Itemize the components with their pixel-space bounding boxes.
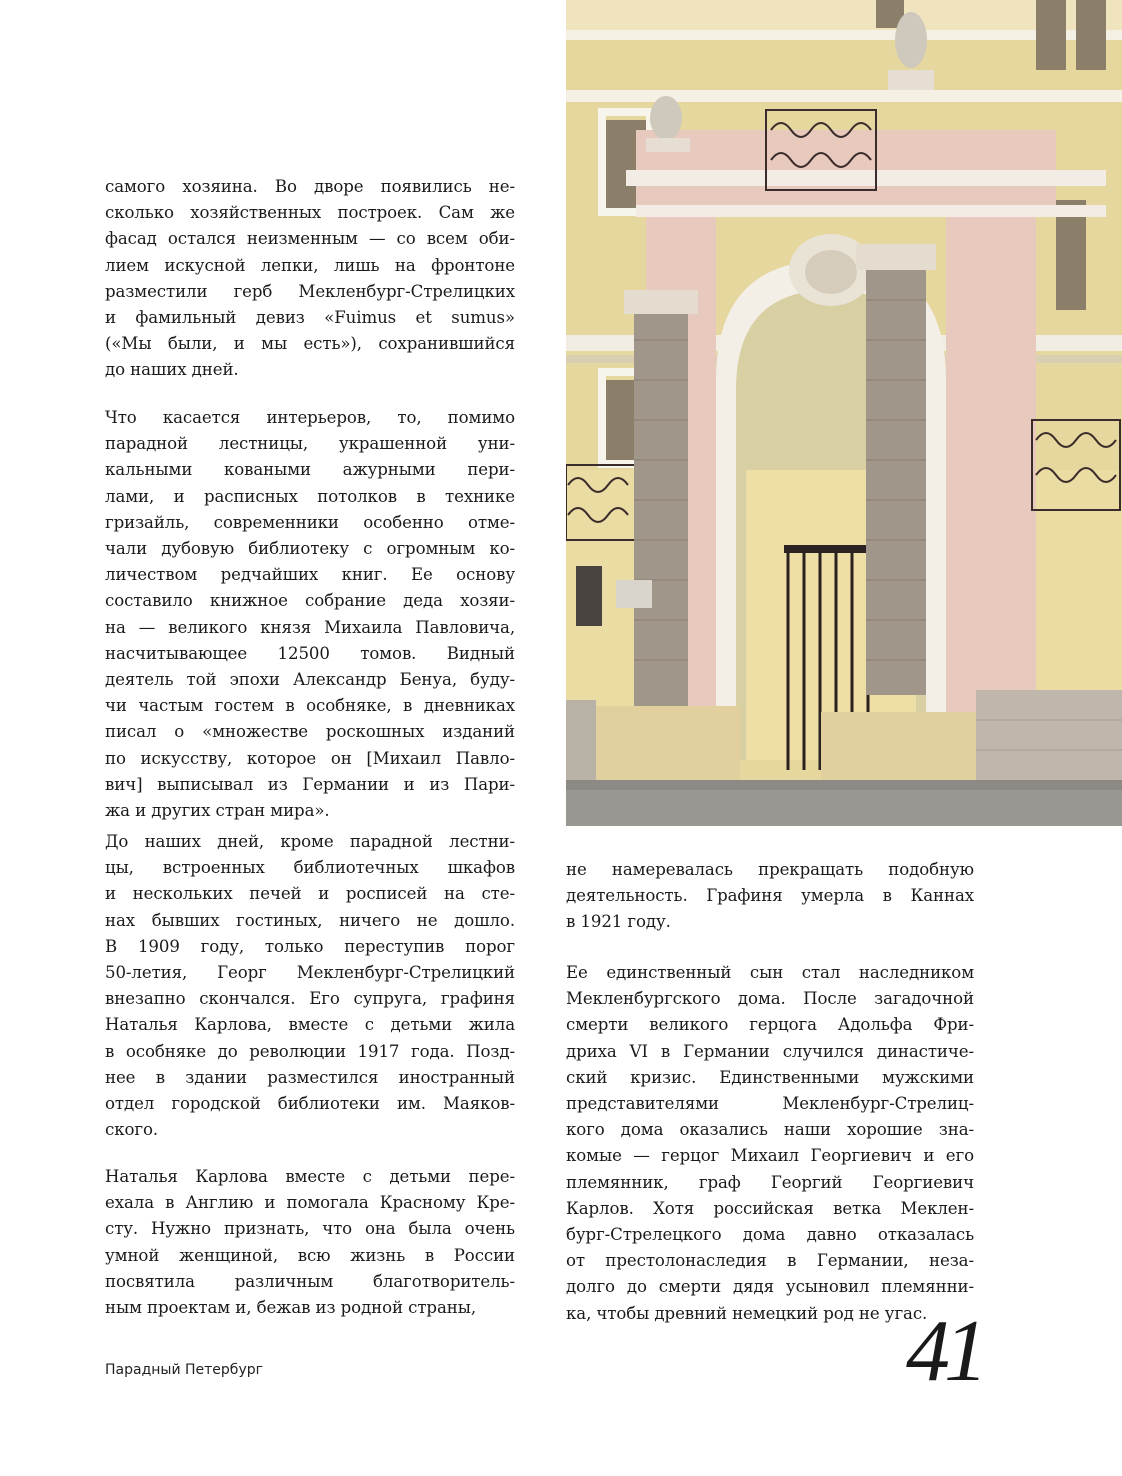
page-number: 41 [906,1303,982,1400]
paragraph-left-4 [105,1164,515,1321]
text-line: личеством редчайших книг. Ее основу [105,565,515,585]
text-line: гризайль, современники особенно отме- [105,512,515,532]
text-line: кальными коваными ажурными пери- [105,460,515,480]
text-line: комые — герцог Михаил Георгиевич и его [566,1146,974,1166]
text-line: ского. [105,1120,159,1140]
text-line: Мекленбургского дома. После загадочной [566,989,974,1009]
text-line: разместили герб Мекленбург-Стрелицких [105,281,515,301]
footer-magazine-title: Парадный Петербург [105,1362,263,1378]
text-line: посвятила различным благотворитель- [105,1271,515,1291]
text-line: лием искусной лепки, лишь на фронтоне [105,255,515,275]
text-line: Наталья Карлова вместе с детьми пере- [105,1167,515,1186]
text-line: нее в здании разместился иностранный [105,1067,515,1087]
text-line: цы, встроенных библиотечных шкафов [105,858,515,878]
text-line: умной женщиной, всю жизнь в России [105,1245,515,1265]
text-line: ехала в Англию и помогала Красному Кре- [105,1193,515,1213]
text-line: В 1909 году, только переступив порог [105,936,515,956]
text-line: фасад остался неизменным — со всем оби- [105,229,515,249]
text-line: в 1921 году. [566,912,671,932]
text-line: До наших дней, кроме парадной лестни- [105,832,515,851]
text-line: Ее единственный сын стал наследником [566,963,974,982]
text-line: бург-Стрелецкого дома давно отказалась [566,1225,974,1245]
text-line: жа и других стран мира». [105,801,330,821]
text-line: чи частым гостем в особняке, в дневниках [105,696,515,716]
text-line: деятель той эпохи Александр Бенуа, буду- [105,670,515,690]
text-line: Что касается интерьеров, то, помимо [105,408,515,427]
text-line: в особняке до революции 1917 года. Позд- [105,1041,515,1061]
text-line: лами, и расписных потолков в технике [105,486,515,506]
text-line: не намеревалась прекращать подобную [566,860,974,879]
text-line: и нескольких печей и росписей на сте- [105,884,515,904]
paragraph-right-2 [566,960,974,1327]
text-line: деятельность. Графиня умерла в Каннах [566,886,974,906]
text-line: насчитывающее 12500 томов. Видный [105,643,515,663]
text-line: писал о «множестве роскошных изданий [105,722,515,742]
text-line: внезапно скончался. Его супруга, графиня [105,989,515,1009]
text-line: нах бывших гостиных, ничего не дошло. [105,910,515,930]
text-line: («Мы были, и мы есть»), сохранившийся [105,334,515,354]
text-line: на — великого князя Михаила Павловича, [105,617,515,637]
text-line: и фамильный девиз «Fuimus et sumus» [105,308,515,328]
text-line: кого дома оказались наши хорошие зна- [566,1120,974,1140]
text-line: ным проектам и, бежав из родной страны, [105,1298,476,1318]
paragraph-left-1 [105,174,515,384]
text-line: племянник, граф Георгий Георгиевич [566,1172,974,1192]
text-line: 50-летия, Георг Мекленбург-Стрелицкий [105,963,515,983]
text-line: дриха VI в Германии случился династиче- [566,1041,974,1061]
paragraph-right-1 [566,857,974,936]
text-line: представителями Мекленбург-Стрелиц- [566,1094,974,1114]
paragraph-left-3 [105,829,515,1143]
text-line: вич] выписывал из Германии и из Пари- [105,774,515,794]
text-line: ка, чтобы древний немецкий род не угас. [566,1303,928,1323]
text-line: смерти великого герцога Адольфа Фри- [566,1015,974,1035]
text-line: от престолонаследия в Германии, неза- [566,1251,974,1271]
text-line: отдел городской библиотеки им. Маяков- [105,1094,515,1114]
text-line: по искусству, которое он [Михаил Павло- [105,748,515,768]
text-line: сту. Нужно признать, что она была очень [105,1219,515,1239]
text-line: ский кризис. Единственными мужскими [566,1067,974,1087]
text-line: чали дубовую библиотеку с огромным ко- [105,539,515,559]
text-line: до наших дней. [105,360,239,380]
mansion-gate-photo [566,0,1122,826]
paragraph-left-2 [105,405,515,824]
text-line: Наталья Карлова, вместе с детьми жила [105,1015,515,1035]
text-line: парадной лестницы, украшенной уни- [105,434,515,454]
text-line: сколько хозяйственных построек. Сам же [105,203,515,223]
text-line: долго до смерти дядя усыновил племянни- [566,1277,974,1297]
text-line: самого хозяина. Во дворе появились не- [105,177,515,196]
text-line: составило книжное собрание деда хозяи- [105,591,515,611]
text-line: Карлов. Хотя российская ветка Меклен- [566,1198,974,1218]
